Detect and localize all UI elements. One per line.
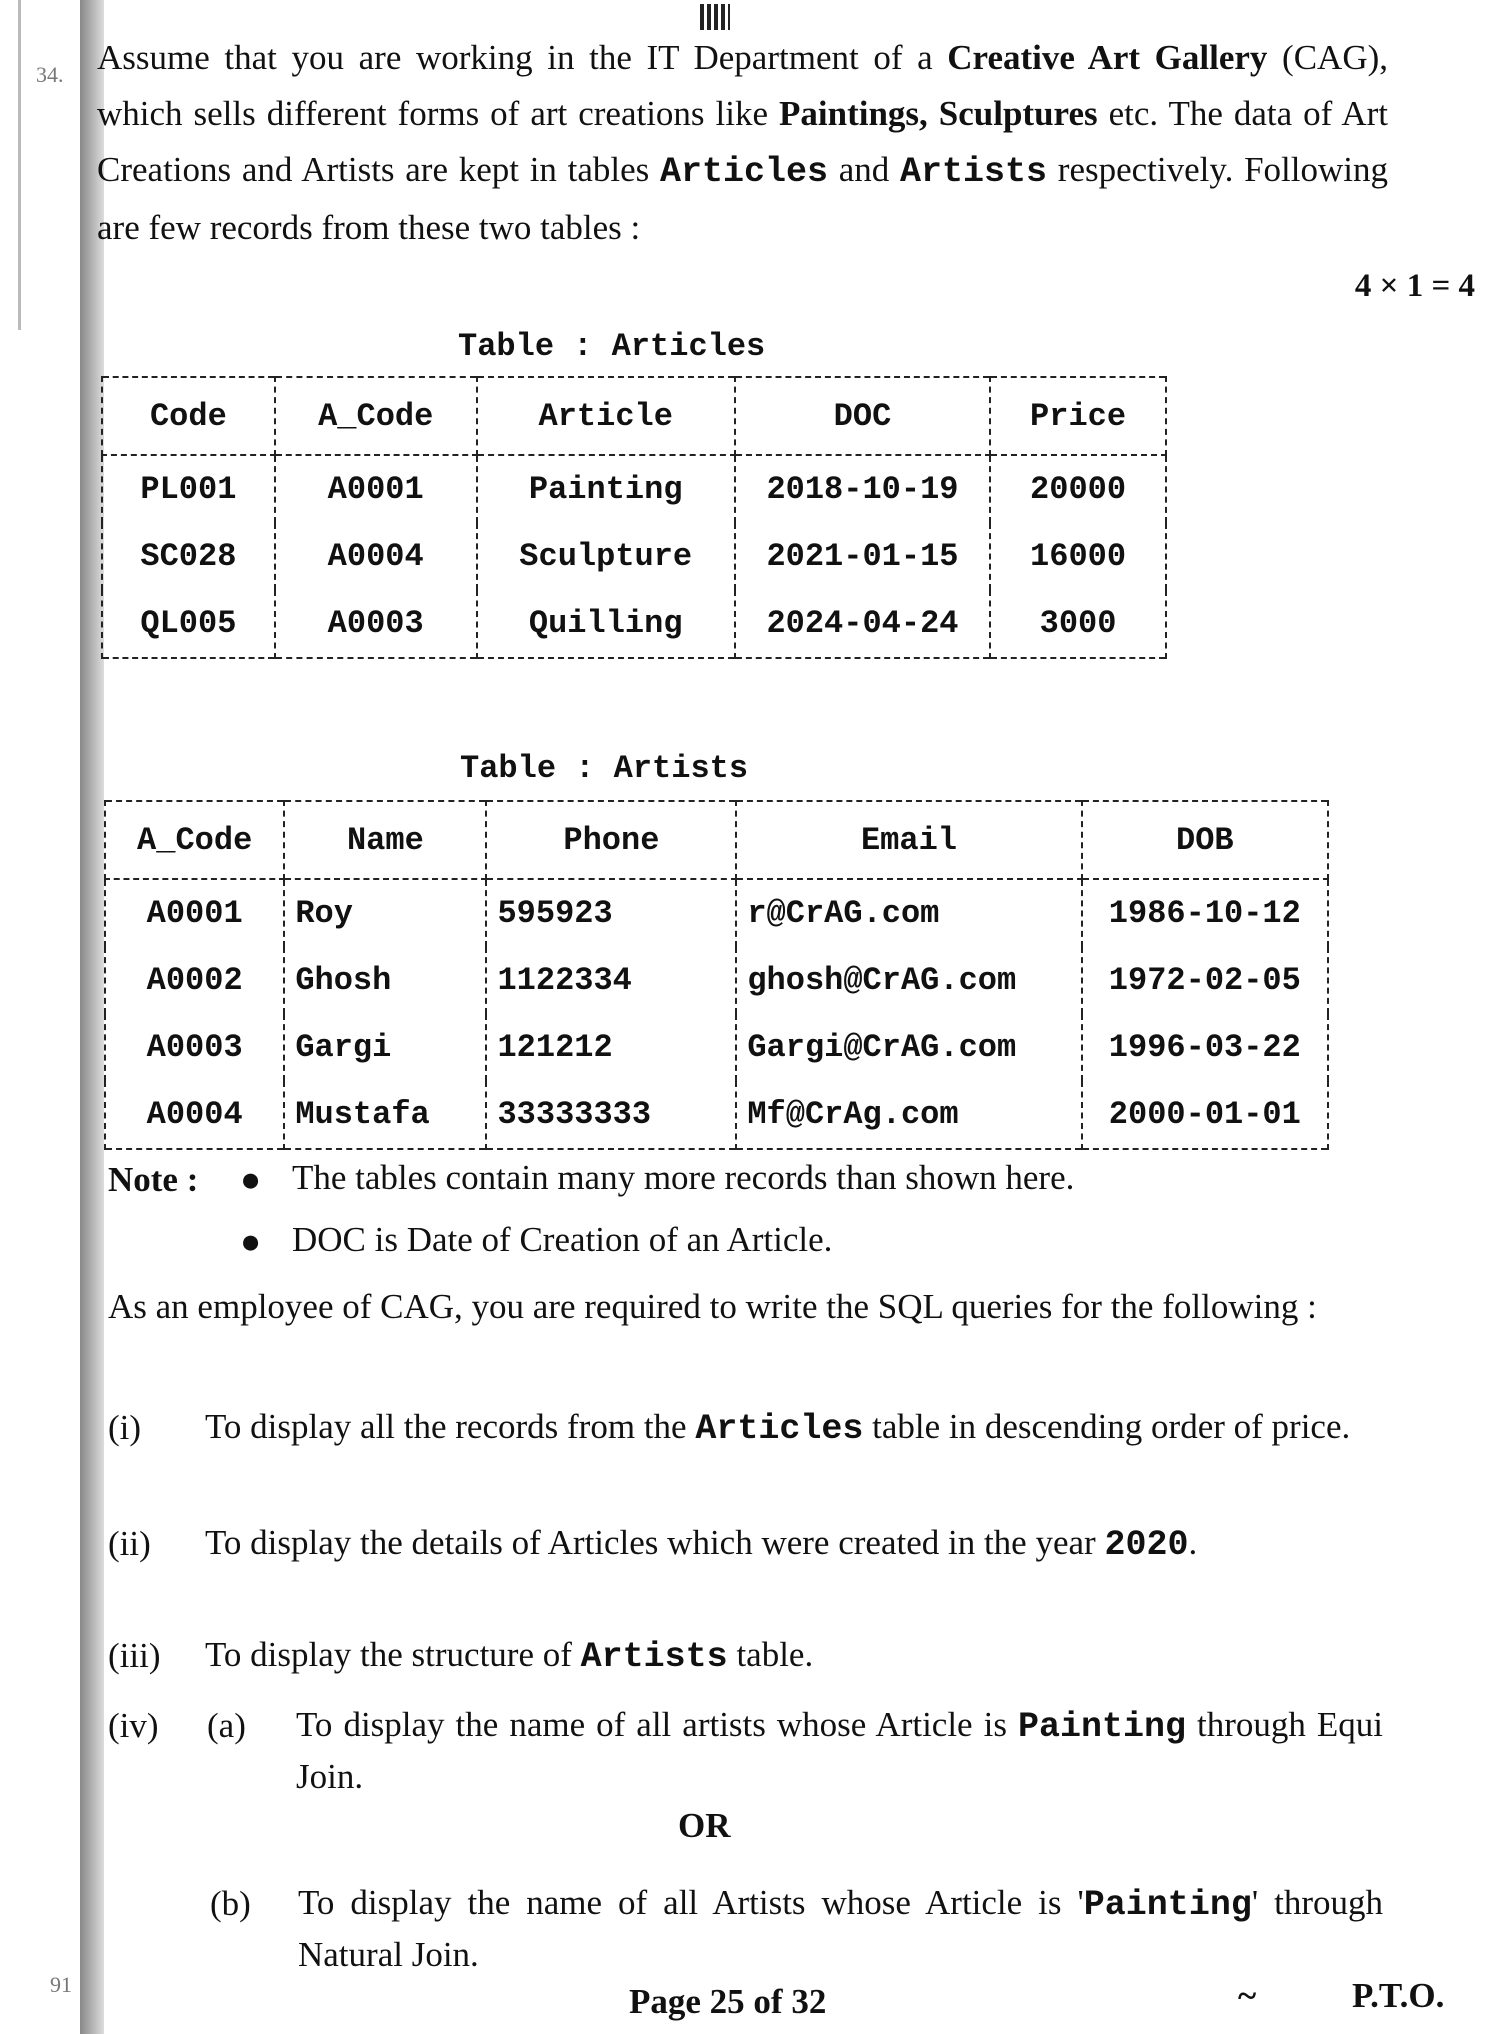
table-cell: 2021-01-15	[735, 523, 990, 590]
articles-title: Table : Articles	[458, 328, 766, 365]
column-header: DOB	[1082, 801, 1328, 879]
q-iv-a-label: (a)	[207, 1706, 246, 1745]
table-cell: ghosh@CrAG.com	[736, 947, 1081, 1014]
q-code: Articles	[695, 1409, 864, 1449]
artists-table	[104, 800, 1329, 1150]
table-cell: 595923	[486, 879, 736, 947]
q-iv-b-text	[298, 1878, 1383, 1980]
column-header: Price	[990, 377, 1166, 455]
header-row	[105, 801, 1328, 879]
table-cell: A0001	[275, 455, 477, 523]
table-cell: Mf@CrAg.com	[736, 1081, 1081, 1149]
table-cell: 1972-02-05	[1082, 947, 1328, 1014]
table-cell: Roy	[284, 879, 486, 947]
intro-code: Articles	[660, 152, 829, 192]
table-cell: Mustafa	[284, 1081, 486, 1149]
q-text: .	[1188, 1523, 1198, 1562]
q-iv-label: (iv)	[108, 1706, 159, 1745]
table-cell: SC028	[102, 523, 275, 590]
table-cell: 2024-04-24	[735, 590, 990, 658]
intro-text: respectively. Following are few records from these two tables :	[97, 150, 1388, 247]
note-item: DOC is Date of Creation of an Article.	[292, 1220, 833, 1259]
note-label: Note :	[108, 1160, 199, 1199]
table-row	[102, 455, 1166, 523]
marks: 4 × 1 = 4	[1354, 268, 1475, 304]
q-iii-text	[205, 1630, 1383, 1682]
column-header: Article	[477, 377, 735, 455]
table-cell: Gargi	[284, 1014, 486, 1081]
column-header: Phone	[486, 801, 736, 879]
bullet-icon: ●	[240, 1160, 262, 1199]
table-row	[102, 523, 1166, 590]
qr-code-icon	[700, 4, 730, 30]
artists-title: Table : Artists	[460, 750, 749, 787]
table-cell: A0002	[105, 947, 284, 1014]
table-cell: Ghosh	[284, 947, 486, 1014]
intro-bold: Creative Art Gallery	[947, 38, 1268, 77]
column-header: Email	[736, 801, 1081, 879]
table-cell: 1986-10-12	[1082, 879, 1328, 947]
column-header: DOC	[735, 377, 990, 455]
q-iv-a-text	[296, 1700, 1383, 1802]
q-text: To display the structure of	[205, 1635, 581, 1674]
table-cell: 1996-03-22	[1082, 1014, 1328, 1081]
q-ii-text	[205, 1518, 1383, 1570]
binding-shadow	[80, 0, 104, 2034]
table-cell: r@CrAG.com	[736, 879, 1081, 947]
table-cell: Gargi@CrAG.com	[736, 1014, 1081, 1081]
q-ii-label: (ii)	[108, 1524, 151, 1563]
q-text: through Equi Join.	[296, 1705, 1384, 1796]
q-code: Painting	[1017, 1707, 1186, 1747]
margin-number: 91	[50, 1972, 72, 1997]
intro-text: (CAG), which sells different forms of art creations like	[97, 38, 1389, 133]
table-cell: A0004	[105, 1081, 284, 1149]
page-edge	[18, 0, 21, 330]
table-cell: A0001	[105, 879, 284, 947]
question-number: 34.	[36, 62, 64, 87]
q-text: table.	[727, 1635, 814, 1674]
q-code: Artists	[580, 1637, 728, 1677]
table-cell: A0003	[275, 590, 477, 658]
header-row	[102, 377, 1166, 455]
pto: P.T.O.	[1352, 1976, 1445, 2015]
note-item: The tables contain many more records than shown here.	[292, 1158, 1075, 1197]
column-header: Code	[102, 377, 275, 455]
intro-bold: Paintings, Sculptures	[779, 94, 1098, 133]
table-cell: Sculpture	[477, 523, 735, 590]
table-cell: 3000	[990, 590, 1166, 658]
articles-table	[101, 376, 1167, 659]
table-cell: 121212	[486, 1014, 736, 1081]
table-cell: Quilling	[477, 590, 735, 658]
table-cell: QL005	[102, 590, 275, 658]
table-cell: 33333333	[486, 1081, 736, 1149]
q-text: To display the name of all artists whose Article is	[296, 1705, 1018, 1744]
table-cell: 20000	[990, 455, 1166, 523]
table-cell: 2000-01-01	[1082, 1081, 1328, 1149]
table-cell: 1122334	[486, 947, 736, 1014]
intro-text: etc. The data of Art Creations and Artists are kept in tables	[97, 94, 1389, 189]
table-cell: A0003	[105, 1014, 284, 1081]
table-row	[105, 1081, 1328, 1149]
table-row	[105, 1014, 1328, 1081]
q-i-text	[205, 1402, 1383, 1454]
table-cell: PL001	[102, 455, 275, 523]
q-text: ' through Natural Join.	[298, 1883, 1383, 1974]
table-cell: A0004	[275, 523, 477, 590]
table-cell: Painting	[477, 455, 735, 523]
column-header: Name	[284, 801, 486, 879]
intro-paragraph	[97, 30, 1388, 256]
table-cell: 2018-10-19	[735, 455, 990, 523]
tilde-mark: ~	[1238, 1976, 1257, 2015]
table-cell: 16000	[990, 523, 1166, 590]
q-text: To display the details of Articles which were created in the year	[205, 1523, 1105, 1562]
q-i-label: (i)	[108, 1408, 142, 1447]
intro-code: Artists	[900, 152, 1048, 192]
table-row	[102, 590, 1166, 658]
column-header: A_Code	[275, 377, 477, 455]
q-text: To display all the records from the	[205, 1407, 696, 1446]
q-text: To display the name of all Artists whose Article is '	[298, 1883, 1084, 1922]
bullet-icon: ●	[240, 1222, 262, 1261]
q-iv-b-label: (b)	[210, 1884, 251, 1923]
q-bold: 2020	[1104, 1525, 1189, 1565]
or-separator: OR	[678, 1806, 731, 1845]
intro-text: and	[828, 150, 901, 189]
q-code: Painting	[1083, 1885, 1252, 1925]
q-iii-label: (iii)	[108, 1636, 161, 1675]
page-number: Page 25 of 32	[629, 1982, 827, 2021]
table-row	[105, 947, 1328, 1014]
table-row	[105, 879, 1328, 947]
column-header: A_Code	[105, 801, 284, 879]
q-text: table in descending order of price.	[863, 1407, 1351, 1446]
instruction: As an employee of CAG, you are required to write the SQL queries for the following :	[108, 1287, 1317, 1326]
intro-text: Assume that you are working in the IT Department of a	[97, 38, 948, 77]
